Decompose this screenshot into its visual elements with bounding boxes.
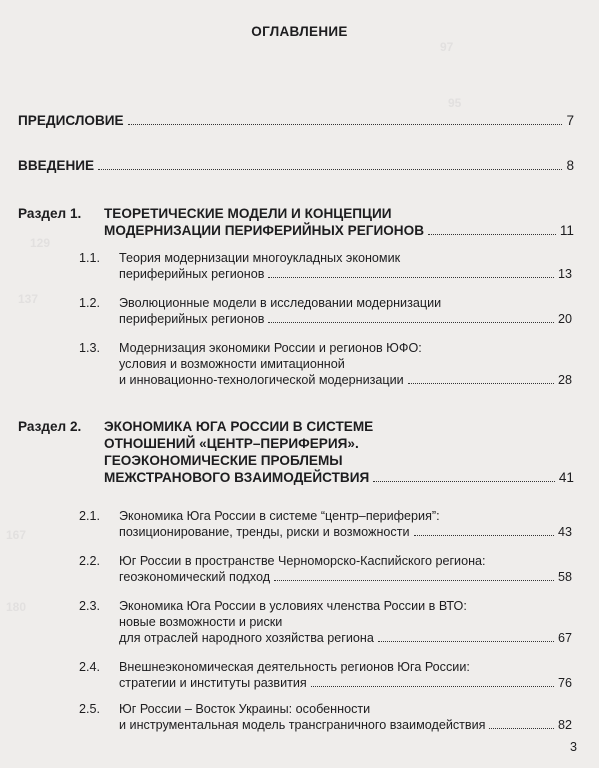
subsection-title-line: Юг России – Восток Украины: особенности xyxy=(119,702,371,716)
subsection-title-line: стратегии и институты развития xyxy=(119,676,307,690)
subsection-number: 2.5. xyxy=(79,702,101,716)
show-through-text: 95 xyxy=(448,96,462,110)
subsection-title-line: периферийных регионов xyxy=(119,267,265,281)
leader-dots xyxy=(268,322,554,323)
subsection-title-line: и инновационно-технологической модернизации xyxy=(119,373,404,387)
subsection-title-line: Экономика Юга России в системе “центр–периферия”: xyxy=(119,509,440,523)
leader-dots xyxy=(268,277,554,278)
subsection-number: 1.3. xyxy=(79,341,101,355)
subsection-title-line: Теория модернизации многоукладных экономик xyxy=(119,251,401,265)
show-through-text: 180 xyxy=(6,600,27,614)
entry-title: ПРЕДИСЛОВИЕ xyxy=(18,113,124,128)
subsection-title-line: позиционирование, тренды, риски и возможности xyxy=(119,525,410,539)
page-ref: 7 xyxy=(566,113,574,128)
toc-entry-intro[interactable] xyxy=(18,157,574,174)
leader-dots xyxy=(414,535,554,536)
subsection-title-line: для отраслей народного хозяйства региона xyxy=(119,631,374,645)
subsection-number: 2.3. xyxy=(79,599,101,613)
show-through-text: 137 xyxy=(18,292,39,306)
section-label: Раздел 2. xyxy=(18,419,82,434)
section-label: Раздел 1. xyxy=(18,206,82,221)
leader-dots xyxy=(128,124,563,125)
page-ref: 82 xyxy=(557,718,572,732)
toc-subsection-2-3[interactable] xyxy=(119,598,572,646)
subsection-title-line: Модернизация экономики России и регионов ЮФО: xyxy=(119,341,422,355)
leader-dots xyxy=(408,383,554,384)
subsection-title-line: Экономика Юга России в условиях членства России в ВТО: xyxy=(119,599,467,613)
leader-dots xyxy=(311,686,554,687)
leader-dots xyxy=(378,641,554,642)
subsection-title-line: новые возможности и риски xyxy=(119,615,283,629)
page-ref: 67 xyxy=(557,631,572,645)
section-title-line: МОДЕРНИЗАЦИИ ПЕРИФЕРИЙНЫХ РЕГИОНОВ xyxy=(104,223,425,238)
subsection-title-line: геоэкономический подход xyxy=(119,570,271,584)
page-ref: 20 xyxy=(557,312,572,326)
toc-subsection-2-2[interactable] xyxy=(119,553,572,585)
subsection-number: 1.1. xyxy=(79,251,101,265)
page-ref: 11 xyxy=(559,223,574,238)
section-title-line: ГЕОЭКОНОМИЧЕСКИЕ ПРОБЛЕМЫ xyxy=(104,453,343,468)
entry-title: ВВЕДЕНИЕ xyxy=(18,158,95,173)
subsection-title-line: Эволюционные модели в исследовании модернизации xyxy=(119,296,442,310)
subsection-number: 2.1. xyxy=(79,509,101,523)
leader-dots xyxy=(274,580,554,581)
toc-subsection-1-1[interactable] xyxy=(119,250,572,282)
page-number: 3 xyxy=(569,740,577,754)
page-ref: 8 xyxy=(566,158,574,173)
toc-subsection-1-2[interactable] xyxy=(119,295,572,327)
page-ref: 58 xyxy=(557,570,572,584)
page-title: ОГЛАВЛЕНИЕ xyxy=(251,24,348,39)
toc-subsection-2-1[interactable] xyxy=(119,508,572,540)
show-through-text: 97 xyxy=(440,40,454,54)
page-ref: 43 xyxy=(557,525,572,539)
subsection-title-line: и инструментальная модель трансграничного взаимодействия xyxy=(119,718,486,732)
toc-subsection-2-4[interactable] xyxy=(119,659,572,691)
subsection-title-line: Юг России в пространстве Черноморско-Каспийского региона: xyxy=(119,554,486,568)
subsection-title-line: условия и возможности имитационной xyxy=(119,357,345,371)
show-through-text: 167 xyxy=(6,528,27,542)
leader-dots xyxy=(373,481,555,482)
toc-section-1[interactable] xyxy=(104,205,574,239)
page-ref: 41 xyxy=(558,470,574,485)
section-title-line: ЭКОНОМИКА ЮГА РОССИИ В СИСТЕМЕ xyxy=(104,419,374,434)
subsection-number: 1.2. xyxy=(79,296,101,310)
section-title-line: МЕЖСТРАНОВОГО ВЗАИМОДЕЙСТВИЯ xyxy=(104,470,370,485)
toc-entry-preface[interactable] xyxy=(18,112,574,129)
toc-subsection-1-3[interactable] xyxy=(119,340,572,388)
section-title-line: ОТНОШЕНИЙ «ЦЕНТР–ПЕРИФЕРИЯ». xyxy=(104,436,359,451)
show-through-text: 129 xyxy=(30,236,51,250)
toc-subsection-2-5[interactable] xyxy=(119,701,572,733)
page-ref: 28 xyxy=(557,373,572,387)
subsection-title-line: Внешнеэкономическая деятельность регионов Юга России: xyxy=(119,660,470,674)
leader-dots xyxy=(489,728,554,729)
page-ref: 76 xyxy=(557,676,572,690)
leader-dots xyxy=(428,234,556,235)
subsection-number: 2.4. xyxy=(79,660,101,674)
subsection-title-line: периферийных регионов xyxy=(119,312,265,326)
leader-dots xyxy=(98,169,562,170)
section-title-line: ТЕОРЕТИЧЕСКИЕ МОДЕЛИ И КОНЦЕПЦИИ xyxy=(104,206,392,221)
toc-section-2[interactable] xyxy=(104,418,574,486)
subsection-number: 2.2. xyxy=(79,554,101,568)
page-ref: 13 xyxy=(557,267,572,281)
